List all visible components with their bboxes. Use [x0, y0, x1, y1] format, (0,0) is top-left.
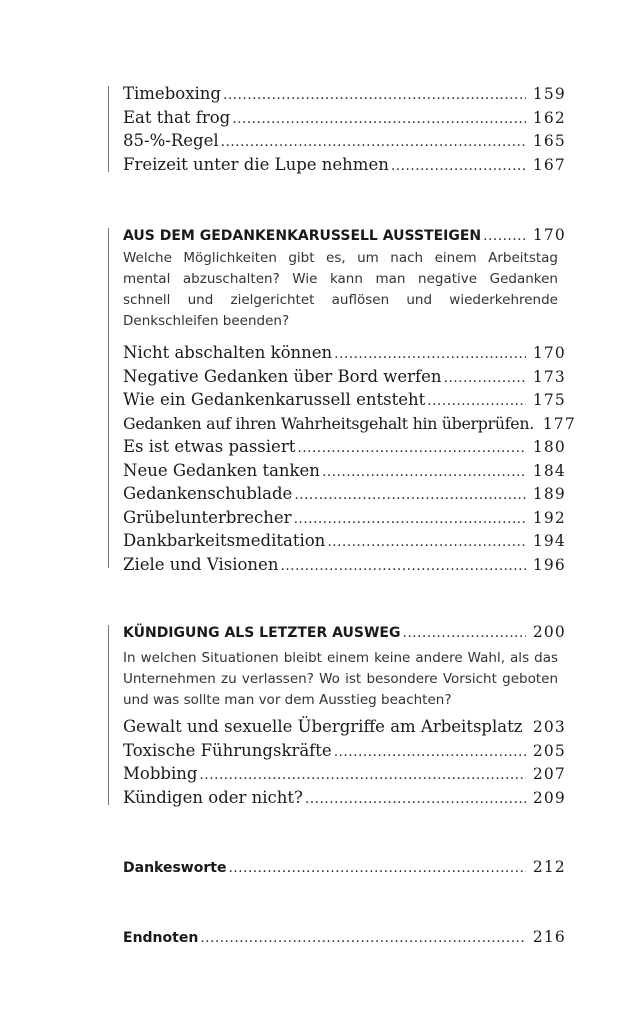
entry-page: 167	[532, 155, 566, 174]
dot-leader	[322, 461, 526, 485]
dot-leader	[334, 343, 526, 367]
toc-entry-dankesworte[interactable]	[123, 856, 566, 880]
dot-leader	[200, 927, 526, 950]
entry-title: Negative Gedanken über Bord werfen	[123, 366, 442, 386]
section-rule	[108, 228, 109, 568]
dot-leader	[199, 764, 526, 788]
toc-section-2	[108, 224, 576, 574]
toc-entry[interactable]	[123, 739, 566, 765]
entry-page: 170	[532, 344, 566, 362]
dot-leader	[524, 717, 526, 741]
chapter-title: KÜNDIGUNG ALS LETZTER AUSWEG	[123, 625, 401, 641]
dot-leader	[327, 531, 526, 555]
entry-title: Es ist etwas passiert	[123, 437, 296, 456]
chapter-page: 200	[532, 623, 566, 641]
toc-entry[interactable]	[123, 529, 566, 555]
entry-page: 205	[532, 741, 566, 760]
toc-entry[interactable]	[123, 506, 566, 532]
toc-entry[interactable]	[123, 153, 566, 179]
toc-entry[interactable]	[123, 341, 566, 367]
toc-entry[interactable]	[123, 435, 566, 461]
entry-title: Mobbing	[123, 764, 198, 783]
entry-title: Gedanken auf ihren Wahrheitsgehalt hin überprüfen.	[123, 413, 534, 433]
dot-leader	[228, 857, 526, 880]
entry-page: 159	[532, 85, 566, 103]
dot-leader	[391, 155, 526, 179]
entry-page: 216	[532, 928, 566, 946]
dot-leader	[305, 788, 526, 812]
entry-title: Grübelunterbrecher	[123, 507, 292, 527]
dot-leader	[297, 437, 526, 461]
entry-title: Neue Gedanken tanken	[123, 460, 320, 480]
dot-leader	[294, 508, 526, 532]
entry-page: 207	[532, 765, 566, 783]
toc-section-1	[108, 82, 566, 176]
chapter-heading[interactable]	[123, 621, 566, 645]
entry-page: 203	[532, 718, 566, 736]
toc-entry[interactable]	[123, 553, 566, 579]
chapter-heading[interactable]	[123, 224, 566, 248]
toc-entry[interactable]	[123, 715, 566, 741]
entry-title: Gedankenschublade	[123, 484, 293, 503]
toc-entry[interactable]	[123, 762, 566, 788]
toc-entry[interactable]	[123, 482, 566, 508]
entry-page: 189	[532, 485, 566, 503]
entry-page: 175	[532, 391, 566, 409]
entry-title: Gewalt und sexuelle Übergriffe am Arbeitsplatz	[123, 717, 523, 736]
dot-leader	[294, 484, 526, 508]
entry-page: 177	[542, 414, 576, 433]
entry-page: 196	[532, 555, 566, 574]
entry-page: 162	[532, 108, 566, 127]
back-matter-endnoten	[108, 926, 566, 952]
toc-entry-endnoten[interactable]	[123, 926, 566, 950]
entry-page: 180	[532, 438, 566, 456]
toc-entry[interactable]	[123, 412, 576, 438]
entry-title: Freizeit unter die Lupe nehmen	[123, 154, 389, 174]
chapter-description: In welchen Situationen bleibt einem keine andere Wahl, als das Unternehmen zu verlassen? Wo ist besondere Vorsicht geboten und was sollte man vor dem Ausstieg beachten?	[123, 650, 558, 708]
entry-page: 209	[532, 788, 566, 807]
entry-page: 192	[532, 508, 566, 527]
entry-title: Dankesworte	[123, 860, 227, 876]
toc-entry[interactable]	[123, 459, 566, 485]
toc-entry[interactable]	[123, 786, 566, 812]
dot-leader	[483, 225, 526, 248]
section-rule	[108, 625, 109, 805]
entry-title: Dankbarkeitsmeditation	[123, 531, 326, 550]
entry-title: Kündigen oder nicht?	[123, 787, 303, 807]
entry-title: Endnoten	[123, 930, 199, 946]
entry-page: 165	[532, 132, 566, 150]
dot-leader	[427, 390, 526, 414]
dot-leader	[223, 84, 526, 108]
entry-title: Wie ein Gedankenkarussell entsteht	[123, 390, 426, 409]
chapter-title: AUS DEM GEDANKENKARUSSELL AUSSTEIGEN	[123, 228, 482, 244]
dot-leader	[280, 555, 526, 579]
toc-entry[interactable]	[123, 129, 566, 155]
entry-title: Nicht abschalten können	[123, 343, 333, 362]
entry-page: 212	[532, 858, 566, 876]
entry-title: Toxische Führungskräfte	[123, 740, 332, 760]
chapter-page: 170	[532, 226, 566, 244]
dot-leader	[232, 108, 526, 132]
section-rule	[108, 86, 109, 172]
dot-leader	[221, 131, 526, 155]
chapter-description: Welche Möglichkeiten gibt es, um nach einem Arbeitstag mental abzuschalten? Wie kann man negative Gedanken schnell und zielgerichtet auflösen und wiederkehrende Denkschleifen beenden?	[123, 250, 558, 329]
toc-entry[interactable]	[123, 365, 566, 391]
entry-page: 173	[532, 367, 566, 386]
entry-page: 184	[532, 461, 566, 480]
entry-page: 194	[532, 532, 566, 550]
dot-leader	[334, 741, 526, 765]
entry-title: Ziele und Visionen	[123, 554, 279, 574]
entry-title: Eat that frog	[123, 107, 231, 127]
toc-entry[interactable]	[123, 82, 566, 108]
entry-title: 85-%-Regel	[123, 131, 219, 150]
entry-title: Timeboxing	[123, 84, 221, 103]
dot-leader	[444, 367, 526, 391]
back-matter-dankesworte	[108, 856, 566, 882]
toc-entry[interactable]	[123, 106, 566, 132]
toc-section-3	[108, 621, 566, 809]
dot-leader	[402, 622, 526, 645]
toc-entry[interactable]	[123, 388, 566, 414]
